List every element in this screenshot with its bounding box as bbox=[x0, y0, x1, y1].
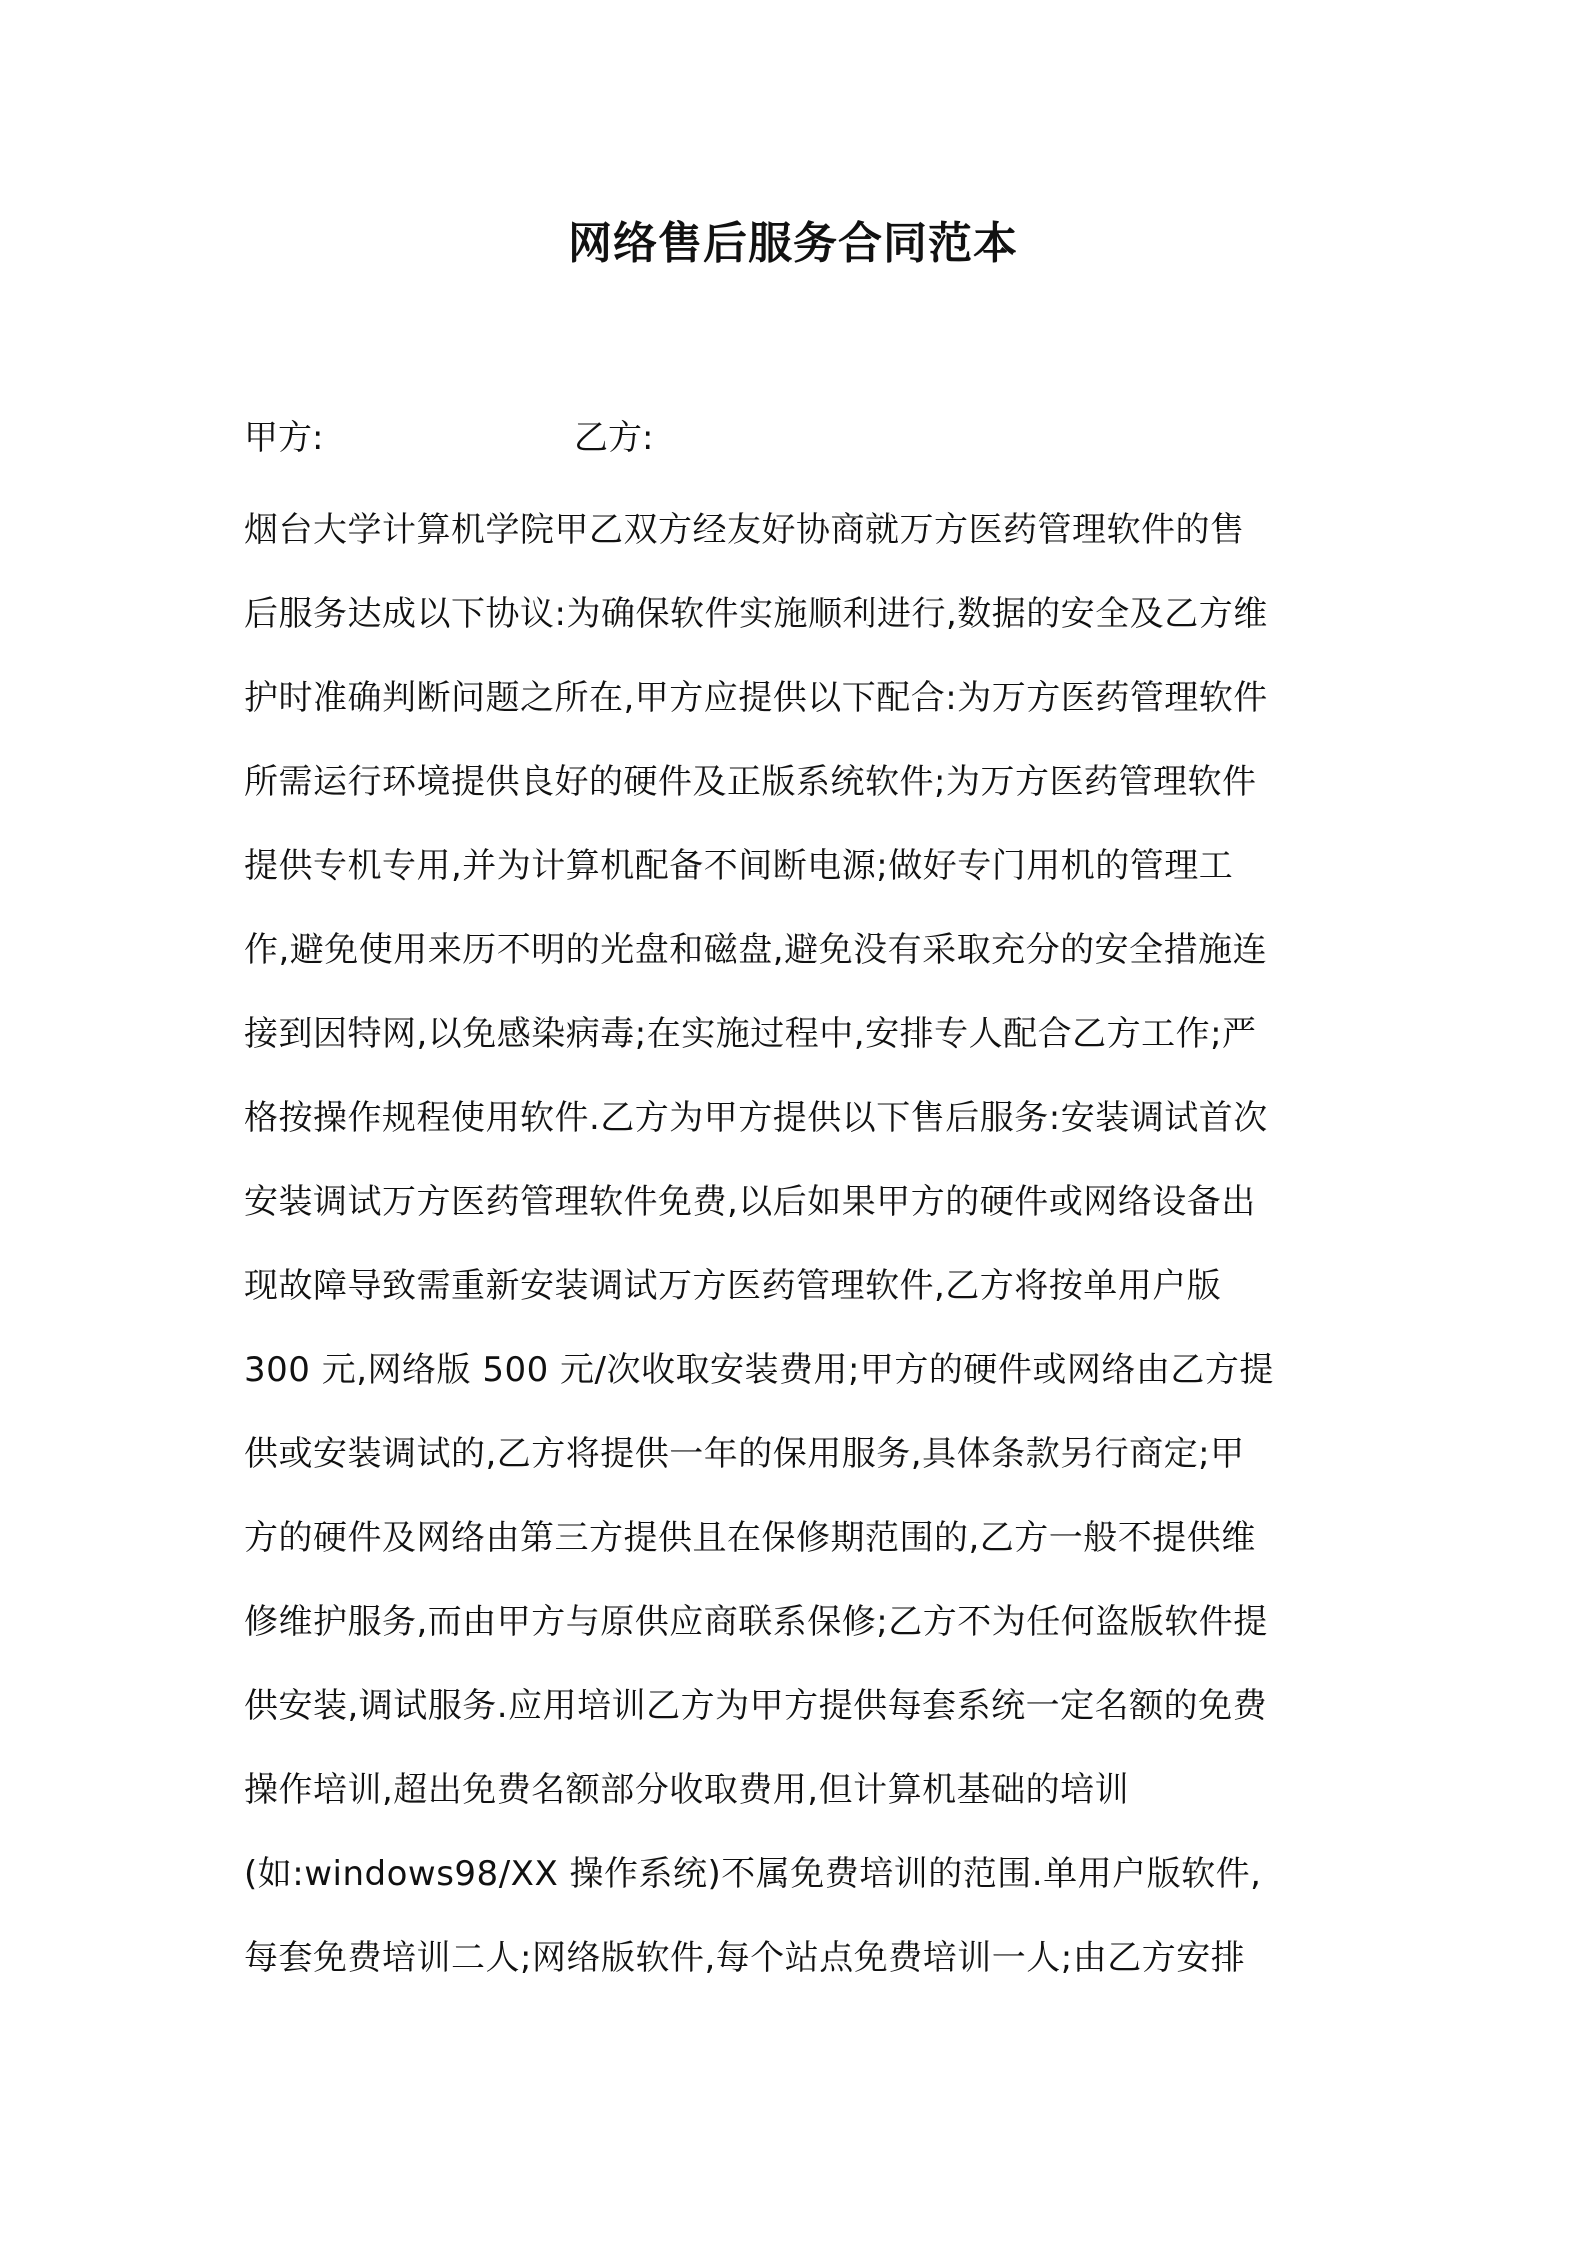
body-line: 每套免费培训二人;网络版软件,每个站点免费培训一人;由乙方安排 bbox=[244, 1938, 1246, 1978]
body-line: 格按操作规程使用软件.乙方为甲方提供以下售后服务:安装调试首次 bbox=[244, 1098, 1268, 1138]
body-line: 所需运行环境提供良好的硬件及正版系统软件;为万方医药管理软件 bbox=[244, 762, 1257, 802]
contract-body bbox=[244, 488, 1354, 2000]
body-line: 方的硬件及网络由第三方提供且在保修期范围的,乙方一般不提供维 bbox=[244, 1518, 1256, 1558]
body-line: 300 元,网络版 500 元/次收取安装费用;甲方的硬件或网络由乙方提 bbox=[244, 1350, 1274, 1390]
body-line: 供安装,调试服务.应用培训乙方为甲方提供每套系统一定名额的免费 bbox=[244, 1686, 1268, 1726]
body-line: 提供专机专用,并为计算机配备不间断电源;做好专门用机的管理工 bbox=[244, 846, 1234, 886]
document-title: 网络售后服务合同范本 bbox=[568, 218, 1018, 269]
body-line: 供或安装调试的,乙方将提供一年的保用服务,具体条款另行商定;甲 bbox=[244, 1434, 1245, 1474]
body-line: 接到因特网,以免感染病毒;在实施过程中,安排专人配合乙方工作;严 bbox=[244, 1014, 1257, 1054]
body-line: 操作培训,超出免费名额部分收取费用,但计算机基础的培训 bbox=[244, 1770, 1130, 1810]
body-line: 修维护服务,而由甲方与原供应商联系保修;乙方不为任何盗版软件提 bbox=[244, 1602, 1268, 1642]
party-a-label: 甲方: bbox=[244, 418, 324, 458]
body-line: 现故障导致需重新安装调试万方医药管理软件,乙方将按单用户版 bbox=[244, 1266, 1222, 1306]
body-line: 烟台大学计算机学院甲乙双方经友好协商就万方医药管理软件的售 bbox=[244, 510, 1245, 550]
party-b-label: 乙方: bbox=[574, 418, 654, 458]
body-line: 后服务达成以下协议:为确保软件实施顺利进行,数据的安全及乙方维 bbox=[244, 594, 1268, 634]
body-line: 作,避免使用来历不明的光盘和磁盘,避免没有采取充分的安全措施连 bbox=[244, 930, 1268, 970]
parties-row bbox=[244, 408, 1344, 468]
body-line: 护时准确判断问题之所在,甲方应提供以下配合:为万方医药管理软件 bbox=[244, 678, 1268, 718]
body-line: 安装调试万方医药管理软件免费,以后如果甲方的硬件或网络设备出 bbox=[244, 1182, 1256, 1222]
body-line: (如:windows98/XX 操作系统)不属免费培训的范围.单用户版软件, bbox=[244, 1854, 1262, 1894]
